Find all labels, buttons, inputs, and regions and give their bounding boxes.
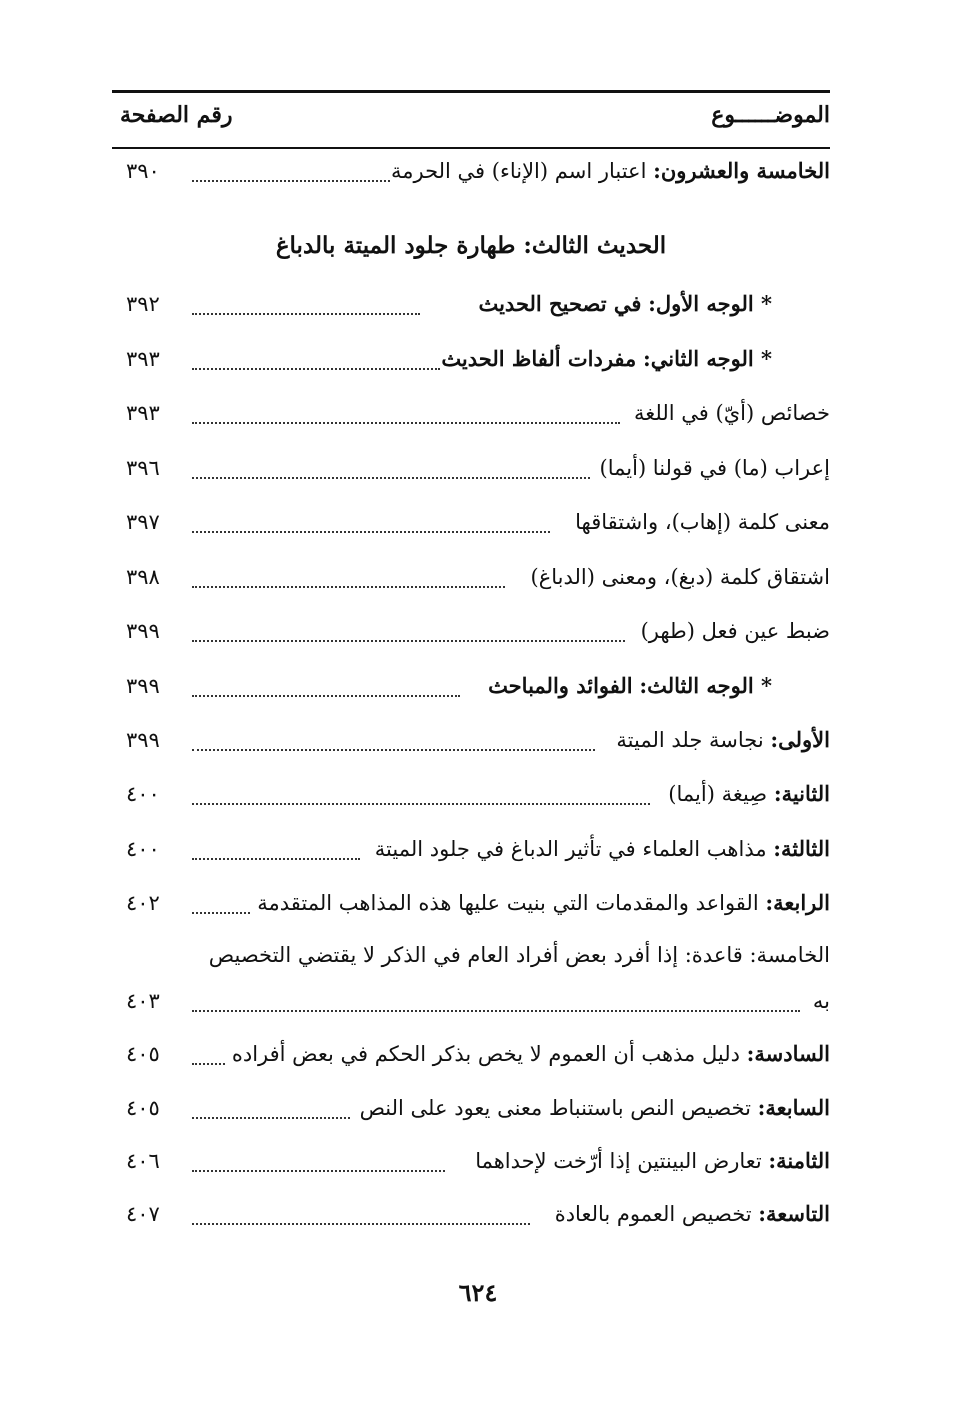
section-heading: الحديث الثالث: طهارة جلود الميتة بالدباغ — [275, 232, 667, 259]
entry-title: القواعد والمقدمات التي بنيت عليها هذه المذاهب المتقدمة — [257, 891, 759, 915]
entry-title: تخصيص العموم بالعادة — [554, 1202, 752, 1226]
entry-page-number: ٣٩٦ — [126, 456, 160, 480]
entry-text — [441, 344, 772, 374]
toc-entry — [112, 453, 830, 489]
entry-page-number: ٤٠٠ — [126, 782, 160, 806]
entry-text — [375, 834, 830, 864]
leader-dots — [192, 1063, 225, 1065]
toc-entry — [112, 562, 830, 598]
entry-text — [616, 725, 830, 755]
entry-page-number: ٤٠٣ — [126, 989, 160, 1013]
entry-text — [257, 888, 830, 918]
entry-title: دليل مذهب أن العموم لا يخص بذكر الحكم في بعض أفراده — [231, 1042, 740, 1066]
entry-text — [360, 1093, 830, 1123]
entry-label: * الوجه الثاني: — [643, 346, 772, 371]
entry-page-number: ٤٠٠ — [126, 837, 160, 861]
toc-entry — [112, 779, 830, 815]
toc-entry — [112, 616, 830, 652]
leader-dots — [192, 695, 460, 697]
toc-entry — [112, 1199, 830, 1235]
entry-title: صِيغة (أيما) — [668, 782, 768, 806]
page-folio-number: ٦٢٤ — [458, 1278, 498, 1307]
entry-text — [575, 507, 830, 537]
toc-entry — [112, 888, 830, 924]
entry-page-number: ٣٩٩ — [126, 674, 160, 698]
entry-title: اشتقاق كلمة (دبغ)، ومعنى (الدباغ) — [530, 565, 830, 589]
entry-text — [209, 940, 830, 970]
table-header — [112, 102, 830, 138]
entry-page-number: ٤٠٦ — [126, 1149, 160, 1173]
leader-dots — [192, 912, 250, 914]
entry-label: السابعة: — [757, 1095, 830, 1120]
toc-entry — [112, 1093, 830, 1129]
top-rule — [112, 90, 830, 93]
leader-dots — [192, 368, 440, 370]
entry-page-number: ٤٠٢ — [126, 891, 160, 915]
entry-page-number: ٣٩٩ — [126, 728, 160, 752]
entry-label: الخامسة والعشرون: — [653, 158, 830, 183]
entry-page-number: ٣٩٩ — [126, 619, 160, 643]
entry-title: ضبط عين فعل (طهر) — [640, 619, 830, 643]
leader-dots — [192, 803, 650, 805]
entry-text — [391, 156, 830, 186]
entry-title: الفوائد والمباحث — [488, 673, 633, 698]
entry-label: * الوجه الثالث: — [639, 673, 772, 698]
entry-page-number: ٣٩٧ — [126, 510, 160, 534]
leader-dots — [192, 586, 505, 588]
entry-title: تعارض البينتين إذا أرّخت لإحداهما — [475, 1149, 762, 1173]
entry-title: نجاسة جلد الميتة — [616, 728, 764, 752]
toc-entry-continuation — [112, 986, 830, 1022]
header-rule — [112, 147, 830, 149]
leader-dots — [192, 531, 550, 533]
entry-title: تخصيص النص باستنباط معنى يعود على النص — [359, 1096, 751, 1120]
entry-page-number: ٤٠٧ — [126, 1202, 160, 1226]
toc-entry — [112, 725, 830, 761]
toc-entry — [112, 156, 830, 192]
entry-label: الثانية: — [773, 781, 830, 806]
entry-page-number: ٤٠٥ — [126, 1042, 160, 1066]
entry-page-number: ٣٩٢ — [126, 292, 160, 316]
entry-text — [634, 398, 830, 428]
entry-text — [555, 1199, 830, 1229]
entry-text — [600, 453, 830, 483]
leader-dots — [192, 858, 360, 860]
entry-page-number: ٣٩٠ — [126, 159, 160, 183]
leader-dots — [192, 313, 420, 315]
entry-page-number: ٣٩٣ — [126, 401, 160, 425]
toc-entry — [112, 1039, 830, 1075]
topic-column-heading: الموضــــــوع — [711, 102, 830, 128]
leader-dots — [192, 180, 390, 182]
toc-entry — [112, 1146, 830, 1182]
entry-label: الأولى: — [770, 727, 830, 752]
leader-dots — [192, 749, 595, 751]
entry-title: مفردات ألفاظ الحديث — [441, 346, 637, 371]
entry-label: الثامنة: — [768, 1148, 830, 1173]
entry-label: السادسة: — [746, 1041, 830, 1066]
entry-title: مذاهب العلماء في تأثير الدباغ في جلود الميتة — [374, 837, 767, 861]
entry-label: الخامسة: — [749, 943, 830, 967]
toc-entry — [112, 398, 830, 434]
leader-dots — [192, 1010, 800, 1012]
entry-page-number: ٣٩٣ — [126, 347, 160, 371]
entry-label: التاسعة: — [758, 1201, 830, 1226]
entry-label: الثالثة: — [773, 836, 830, 861]
entry-text — [475, 1146, 830, 1176]
entry-title: إعراب (ما) في قولنا (أيما) — [599, 456, 830, 480]
toc-entry-wrapped — [112, 940, 830, 974]
leader-dots — [192, 640, 625, 642]
leader-dots — [192, 477, 590, 479]
toc-entry — [112, 289, 830, 325]
entry-label: الرابعة: — [765, 890, 830, 915]
toc-entry — [112, 344, 830, 380]
entry-title: خصائص (أيّ) في اللغة — [634, 401, 830, 425]
entry-text — [478, 289, 772, 319]
page-number-column-heading: رقم الصفحة — [120, 102, 233, 128]
leader-dots — [192, 1170, 445, 1172]
entry-text — [488, 671, 772, 701]
entry-text — [531, 562, 830, 592]
entry-label: * الوجه الأول: — [648, 291, 772, 316]
entry-title-line2: به — [812, 989, 830, 1013]
entry-title-line1: قاعدة: إذا أفرد بعض أفراد العام في الذكر لا يقتضي التخصيص — [208, 943, 743, 967]
toc-entry — [112, 507, 830, 543]
toc-entry — [112, 671, 830, 707]
leader-dots — [192, 422, 620, 424]
leader-dots — [192, 1223, 530, 1225]
toc-entry — [112, 834, 830, 870]
entry-text — [232, 1039, 830, 1069]
entry-title: اعتبار اسم (الإناء) في الحرمة — [390, 159, 647, 183]
entry-page-number: ٣٩٨ — [126, 565, 160, 589]
entry-page-number: ٤٠٥ — [126, 1096, 160, 1120]
leader-dots — [192, 1117, 350, 1119]
entry-title: معنى كلمة (إهاب)، واشتقاقها — [575, 510, 830, 534]
entry-text — [641, 616, 830, 646]
entry-title: في تصحيح الحديث — [478, 291, 642, 316]
entry-text — [668, 779, 830, 809]
